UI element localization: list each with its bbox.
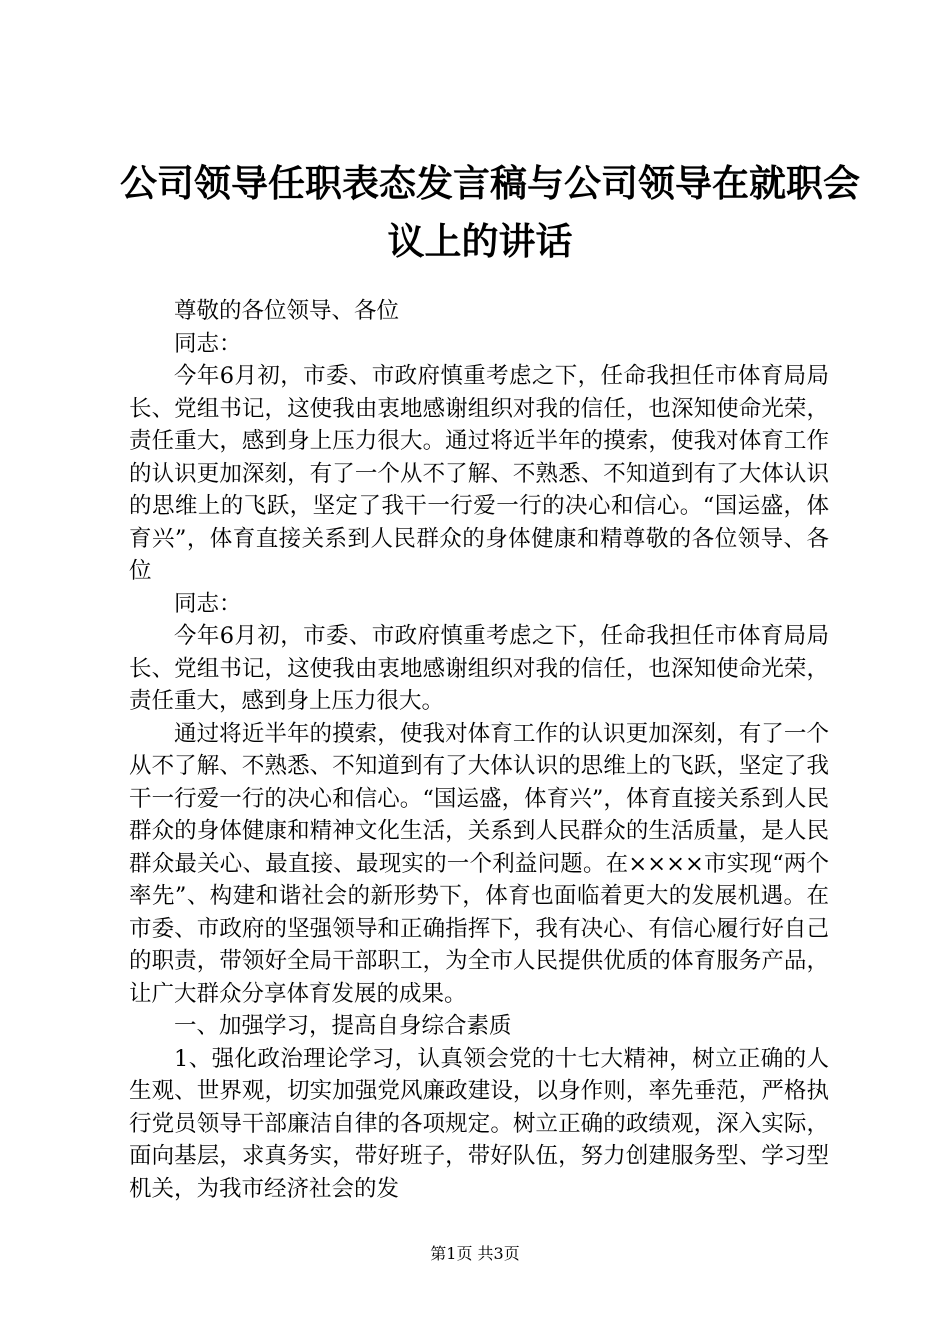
section-heading: 一、加强学习，提高自身综合素质	[174, 1013, 512, 1039]
document-title-line-2: 议上的讲话	[387, 219, 573, 263]
body-paragraph: 1、强化政治理论学习，认真领会党的十七大精神，树立正确的人生观、世界观，切实加强党风廉政建设，以身作则，率先垂范，严格执行党员领导干部廉洁自律的各项规定。树立正确的政绩观，深入实际，面向基层，求真务实，带好班子，带好队伍，努力创建服务型、学习型机关，为我市经济社会的发	[129, 1045, 829, 1202]
salutation-continuation: 同志：	[174, 330, 242, 357]
body-paragraph: 今年6月初，市委、市政府慎重考虑之下，任命我担任市体育局局长、党组书记，这使我由衷地感谢组织对我的信任，也深知使命光荣，责任重大，感到身上压力很大。	[129, 623, 829, 714]
salutation: 尊敬的各位领导、各位	[174, 298, 400, 324]
body-paragraph: 今年6月初，市委、市政府慎重考虑之下，任命我担任市体育局局长、党组书记，这使我由衷地感谢组织对我的信任，也深知使命光荣，责任重大，感到身上压力很大。通过将近半年的摸索，使我对体育工作的认识更加深刻，有了一个从不了解、不熟悉、不知道到有了大体认识的思维上的飞跃，坚定了我干一行爱一行的决心和信心。“国运盛，体育兴”，体育直接关系到人民群众的身体健康和精尊敬的各位领导、各位	[129, 363, 829, 584]
page-number-footer: 第1页 共3页	[430, 1244, 520, 1263]
salutation-continuation: 同志：	[174, 590, 242, 617]
document-title-line-1: 公司领导任职表态发言稿与公司领导在就职会	[120, 161, 860, 205]
document-body	[129, 295, 829, 1205]
body-paragraph: 通过将近半年的摸索，使我对体育工作的认识更加深刻，有了一个从不了解、不熟悉、不知道到有了大体认识的思维上的飞跃，坚定了我干一行爱一行的决心和信心。“国运盛，体育兴”，体育直接关系到人民群众的身体健康和精神文化生活，关系到人民群众的生活质量，是人民群众最关心、最直接、最现实的一个利益问题。在××××市实现“两个率先”、构建和谐社会的新形势下，体育也面临着更大的发展机遇。在市委、市政府的坚强领导和正确指挥下，我有决心、有信心履行好自己的职责，带领好全局干部职工，为全市人民提供优质的体育服务产品，让广大群众分享体育发展的成果。	[129, 720, 829, 1007]
